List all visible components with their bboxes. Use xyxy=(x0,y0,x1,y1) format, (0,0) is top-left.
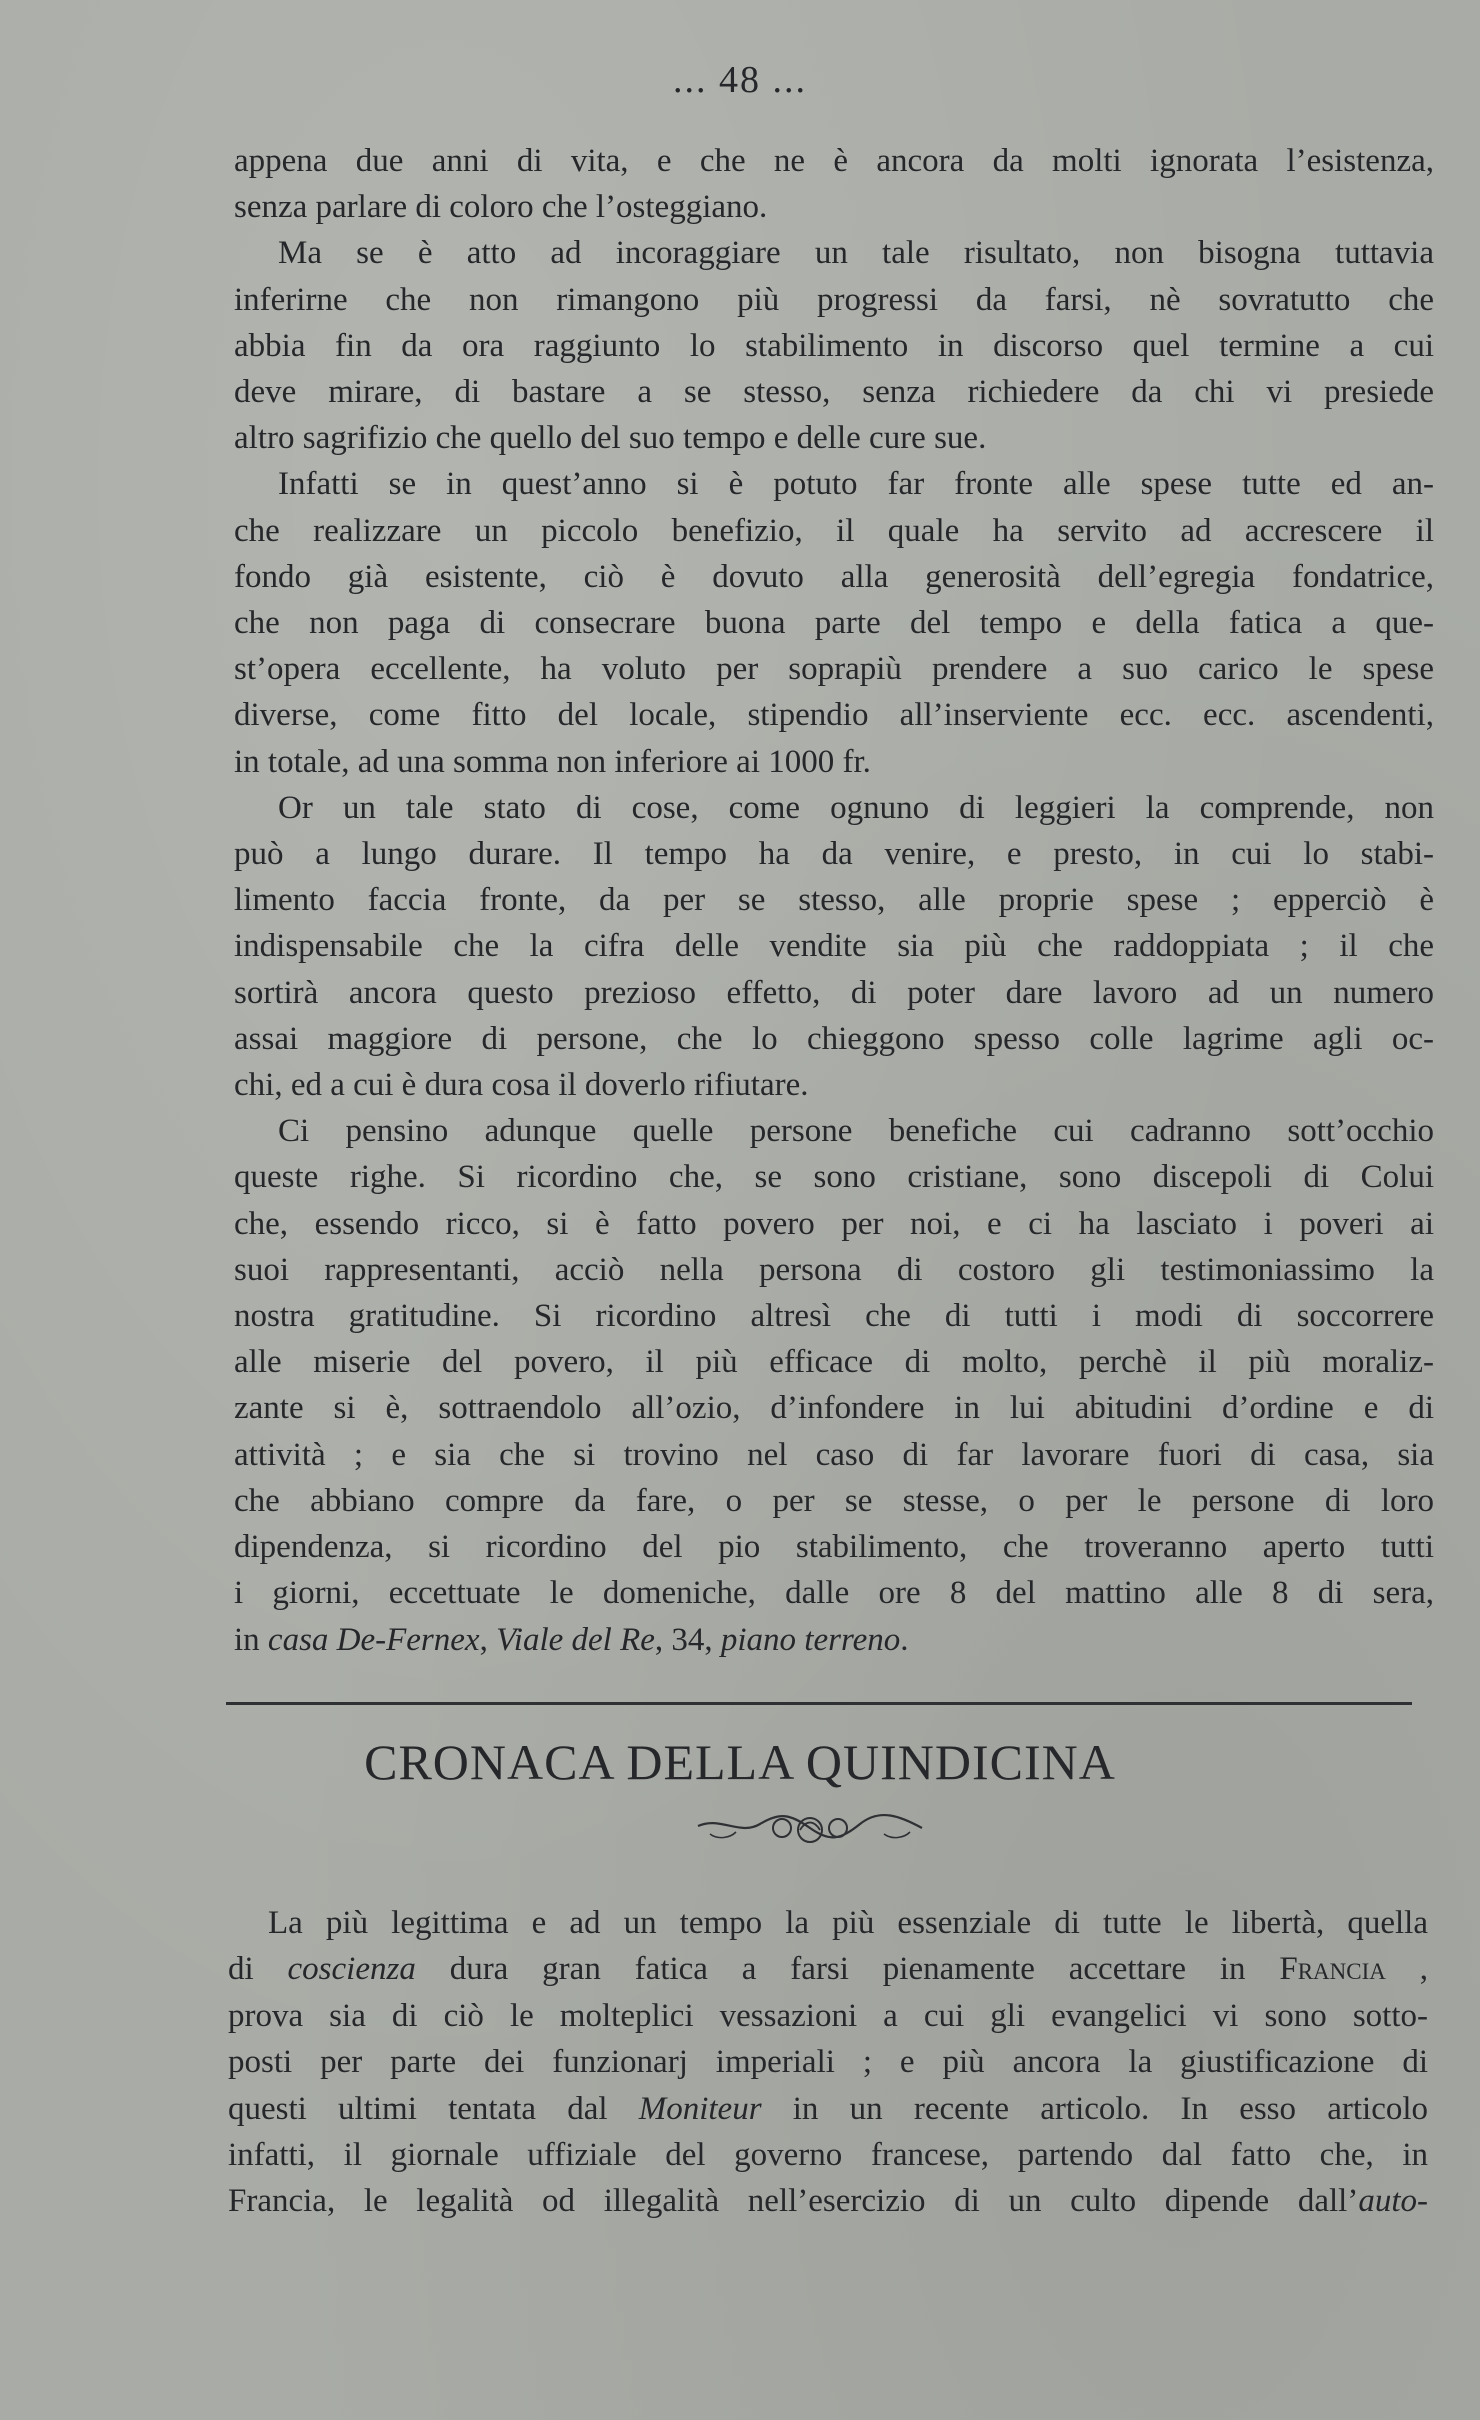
text-line xyxy=(234,739,1434,785)
text-line-content: chi, ed a cui è dura cosa il doverlo rifiutare. xyxy=(234,1067,809,1104)
text-line-content: che non paga di consecrare buona parte del tempo e della fatica a que- xyxy=(234,605,1434,642)
text-line-content: in totale, ad una somma non inferiore ai 1000 fr. xyxy=(234,743,871,780)
text-line xyxy=(234,1154,1434,1200)
address-italic-part: casa De-Fernex xyxy=(267,1621,480,1658)
text-line xyxy=(234,1339,1434,1385)
chronicle-line-text: , xyxy=(1385,1951,1428,1988)
chronicle-line xyxy=(228,1946,1428,1992)
text-line-content: fondo già esistente, ciò è dovuto alla generosità dell’egregia fondatrice, xyxy=(234,558,1434,595)
text-line-content: zante si è, sottraendolo all’ozio, d’infondere in lui abitudini d’ordine e di xyxy=(234,1390,1434,1427)
text-line xyxy=(234,1201,1434,1247)
chronicle-line-text: questi ultimi tentata dal xyxy=(228,2090,639,2127)
page-number: ... 48 ... xyxy=(673,59,807,101)
address-separator: . xyxy=(900,1621,909,1658)
chronicle-text xyxy=(228,1900,1428,2225)
text-line xyxy=(234,323,1434,369)
address-separator: , xyxy=(479,1621,497,1658)
chronicle-line xyxy=(228,2132,1428,2178)
chronicle-italic-word: auto- xyxy=(1358,2183,1428,2220)
text-line xyxy=(234,692,1434,738)
text-line xyxy=(234,785,1434,831)
text-line-content: deve mirare, di bastare a se stesso, senza richiedere da chi vi presiede xyxy=(234,374,1434,411)
text-line-content: alle miserie del povero, il più efficace di molto, perchè il più moraliz- xyxy=(234,1344,1434,1381)
chronicle-line xyxy=(228,1900,1428,1946)
chronicle-italic-word: Moniteur xyxy=(638,2090,762,2127)
text-line xyxy=(234,831,1434,877)
chronicle-line-text: di xyxy=(228,1951,288,1988)
address-prefix: in xyxy=(234,1621,268,1658)
text-line-content: attività ; e sia che si trovino nel caso di far lavorare fuori di casa, sia xyxy=(234,1436,1434,1473)
text-line xyxy=(234,1478,1434,1524)
text-line-content: appena due anni di vita, e che ne è ancora da molti ignorata l’esistenza, xyxy=(234,143,1434,179)
text-line xyxy=(234,1247,1434,1293)
text-line-content: altro sagrifizio che quello del suo tempo e delle cure sue. xyxy=(234,420,987,457)
chronicle-line xyxy=(228,1993,1428,2039)
chronicle-line-text: La più legittima e ad un tempo la più essenziale di tutte le libertà, quella xyxy=(268,1905,1428,1941)
text-line xyxy=(234,138,1434,184)
body-text xyxy=(234,138,1434,1663)
chronicle-line xyxy=(228,2039,1428,2085)
text-line xyxy=(234,461,1434,507)
text-line xyxy=(234,184,1434,230)
text-line-content: dipendenza, si ricordino del pio stabilimento, che troveranno aperto tutti xyxy=(234,1529,1434,1566)
text-line xyxy=(234,1016,1434,1062)
text-line-content: queste righe. Si ricordino che, se sono cristiane, sono discepoli di Colui xyxy=(234,1159,1434,1196)
text-line-content: suoi rappresentanti, acciò nella persona di costoro gli testimoniassimo la xyxy=(234,1251,1434,1288)
text-line-content: Infatti se in quest’anno si è potuto far fronte alle spese tutte ed an- xyxy=(278,466,1434,503)
text-line-content: inferirne che non rimangono più progressi da farsi, nè sovratutto che xyxy=(234,281,1434,318)
text-line xyxy=(234,415,1434,461)
chronicle-line-text: in un recente articolo. In esso articolo xyxy=(761,2090,1429,2127)
chronicle-line-text: posti per parte dei funzionarj imperiali ; e più ancora la giustificazione di xyxy=(228,2044,1428,2081)
text-line-content: i giorni, eccettuate le domeniche, dalle ore 8 del mattino alle 8 di sera, xyxy=(234,1575,1434,1612)
text-line-content: nostra gratitudine. Si ricordino altresì che di tutti i modi di soccorrere xyxy=(234,1298,1434,1335)
text-line-content: sortirà ancora questo prezioso effetto, di poter dare lavoro ad un numero xyxy=(234,974,1434,1011)
text-line-content: limento faccia fronte, da per se stesso, alle proprie spese ; epperciò è xyxy=(234,882,1434,919)
address-italic-part: piano terreno xyxy=(720,1621,901,1658)
text-line xyxy=(234,277,1434,323)
chronicle-line xyxy=(228,2086,1428,2132)
text-line-content: st’opera eccellente, ha voluto per soprapiù prendere a suo carico le spese xyxy=(234,651,1434,688)
chronicle-line-text: Francia, le legalità od illegalità nell’esercizio di un culto dipende dall’ xyxy=(228,2183,1359,2220)
text-line xyxy=(234,1570,1434,1616)
text-line xyxy=(234,1108,1434,1154)
text-line xyxy=(234,600,1434,646)
text-line xyxy=(234,369,1434,415)
text-line xyxy=(234,554,1434,600)
text-line-content: indispensabile che la cifra delle vendite sia più che raddoppiata ; il che xyxy=(234,928,1434,965)
address-line xyxy=(234,1617,1434,1663)
text-line-content: che abbiano compre da fare, o per se stesse, o per le persone di loro xyxy=(234,1482,1434,1519)
text-line xyxy=(234,1062,1434,1108)
text-line xyxy=(234,1293,1434,1339)
text-line-content: diverse, come fitto del locale, stipendio all’inserviente ecc. ecc. ascendenti, xyxy=(234,697,1434,734)
text-line xyxy=(234,923,1434,969)
chronicle-line-text: infatti, il giornale uffiziale del governo francese, partendo dal fatto che, in xyxy=(228,2137,1428,2174)
text-line-content: Ci pensino adunque quelle persone benefiche cui cadranno sott’occhio xyxy=(278,1113,1434,1150)
text-line xyxy=(234,508,1434,554)
chronicle-line xyxy=(228,2178,1428,2224)
text-line-content: assai maggiore di persone, che lo chieggono spesso colle lagrime agli oc- xyxy=(234,1020,1434,1057)
section-title: CRONACA DELLA QUINDICINA xyxy=(364,1734,1116,1790)
text-line xyxy=(234,1432,1434,1478)
text-line-content: può a lungo durare. Il tempo ha da venire, e presto, in cui lo stabi- xyxy=(234,836,1434,873)
text-line-content: Ma se è atto ad incoraggiare un tale risultato, non bisogna tuttavia xyxy=(278,235,1434,272)
text-line xyxy=(234,646,1434,692)
decorative-flourish-icon xyxy=(690,1806,930,1850)
text-line xyxy=(234,1385,1434,1431)
text-line-content: abbia fin da ora raggiunto lo stabilimento in discorso quel termine a cui xyxy=(234,327,1434,364)
text-line-content: che, essendo ricco, si è fatto povero per noi, e ci ha lasciato i poveri ai xyxy=(234,1205,1434,1242)
text-line-content: Or un tale stato di cose, come ognuno di leggieri la comprende, non xyxy=(278,789,1434,826)
text-line xyxy=(234,970,1434,1016)
text-line-content: senza parlare di coloro che l’osteggiano. xyxy=(234,189,768,226)
text-line-content: che realizzare un piccolo benefizio, il quale ha servito ad accrescere il xyxy=(234,512,1434,549)
section-divider xyxy=(226,1702,1412,1705)
chronicle-italic-word: coscienza xyxy=(287,1951,416,1988)
address-italic-part: Viale del Re xyxy=(496,1621,655,1658)
text-line xyxy=(234,1524,1434,1570)
chronicle-line-text: dura gran fatica a farsi pienamente accettare in xyxy=(415,1951,1280,1988)
text-line xyxy=(234,230,1434,276)
address-separator: , 34, xyxy=(654,1621,721,1658)
chronicle-small-caps-word: Francia xyxy=(1279,1951,1386,1988)
text-line xyxy=(234,877,1434,923)
chronicle-line-text: prova sia di ciò le molteplici vessazioni a cui gli evangelici vi sono sotto- xyxy=(228,1997,1428,2034)
